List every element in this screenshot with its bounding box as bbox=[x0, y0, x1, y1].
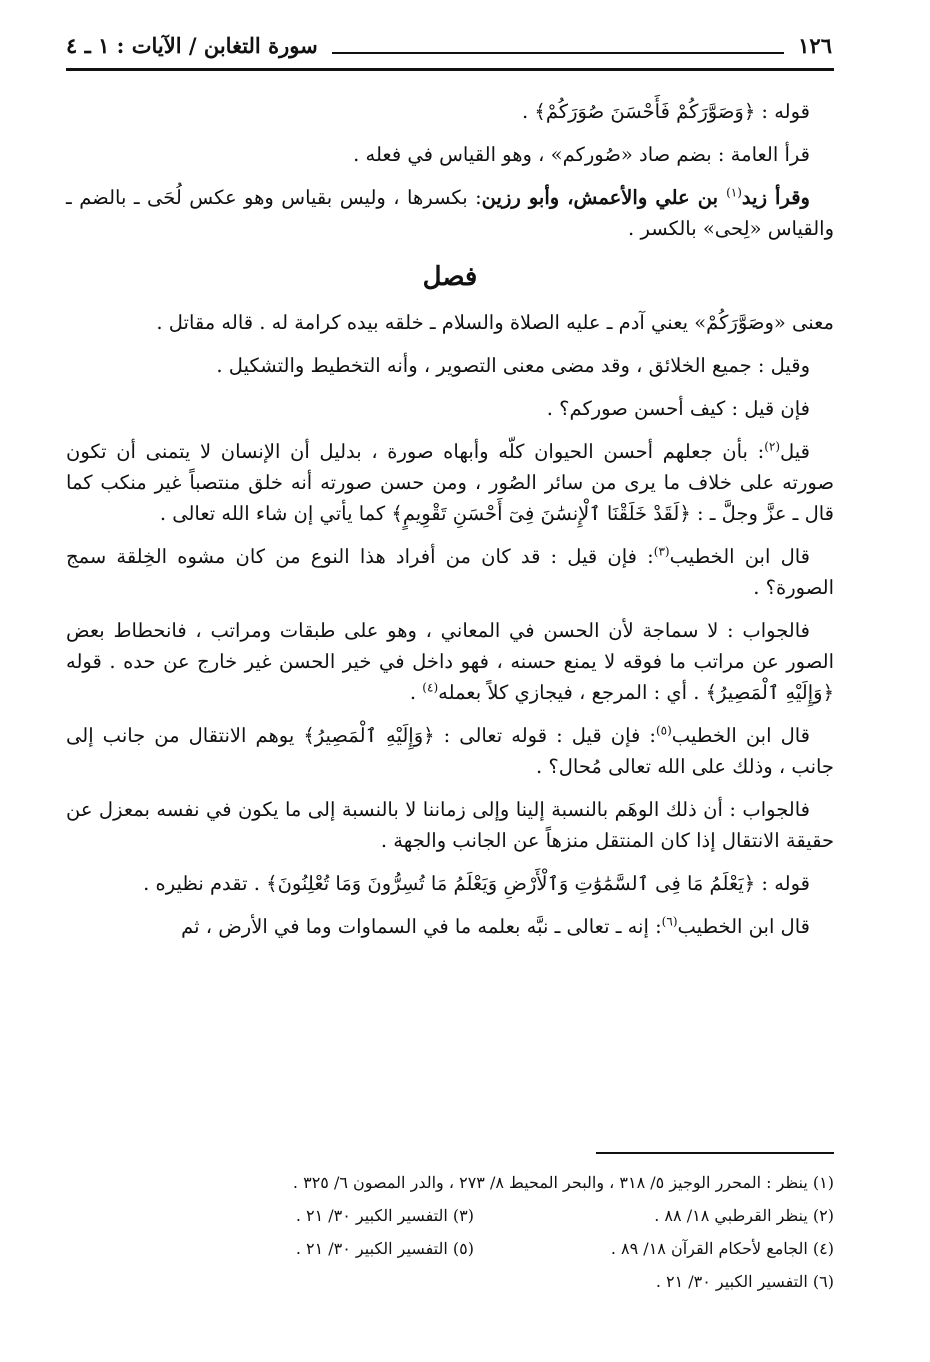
paragraph-3-rest: : بكسرها ، وليس بقياس وهو عكس لُحَى ـ بالضم ـ والقياس «لِحى» بالكسر . bbox=[66, 186, 834, 240]
footnote-4: (٤) الجامع لأحكام القرآن ١٨/ ٨٩ . bbox=[610, 1239, 834, 1258]
paragraph-9-a: فالجواب : لا سماجة لأن الحسن في المعاني ، وهو على طبقات ومراتب ، فانحطاط بعض الصور عن مراتب ما فوقه لا يمنع حسنه ، فهو داخل في خير الحسن غير خارج عن حده . قوله ﴿وَإِلَيْهِ ٱلْمَصِيرُ﴾ . أي : المرجع ، فيجازي كلاً بعمله bbox=[66, 619, 834, 704]
paragraph-13 bbox=[66, 911, 834, 942]
paragraph-8-b: : فإن قيل : قد كان من أفراد هذا النوع من كان مشوه الخِلقة سمج الصورة؟ . bbox=[66, 545, 834, 599]
footnote-ref-6: (٦) bbox=[661, 914, 678, 929]
paragraph-7 bbox=[66, 436, 834, 529]
footnote-ref-4: (٤) bbox=[422, 680, 439, 695]
paragraph-6: فإن قيل : كيف أحسن صوركم؟ . bbox=[546, 397, 810, 420]
paragraph-3-bold-2: بن علي والأعمش، وأبو رزين bbox=[481, 186, 727, 209]
section-heading: فصل bbox=[422, 262, 478, 292]
page-header bbox=[66, 28, 832, 62]
footnote-ref-3: (٣) bbox=[653, 544, 670, 559]
paragraph-13-b: : إنه ـ تعالى ـ نبَّه بعلمه ما في السماوات وما في الأرض ، ثم bbox=[181, 915, 662, 938]
paragraph-12: قوله : ﴿يَعْلَمُ مَا فِى ٱلسَّمَٰوَٰتِ وَٱلْأَرْضِ وَيَعْلَمُ مَا تُسِرُّونَ وَمَا تُعْلِنُونَ﴾ . تقدم نظيره . bbox=[143, 872, 810, 895]
paragraph-8-a: قال ابن الخطيب bbox=[669, 545, 810, 568]
paragraph-1: قوله : ﴿وَصَوَّرَكُمْ فَأَحْسَنَ صُوَرَكُمْ﴾ . bbox=[522, 100, 810, 123]
footnote-ref-1: (١) bbox=[726, 185, 742, 200]
paragraph-4: معنى «وصَوَّرَكُمْ» يعني آدم ـ عليه الصلاة والسلام ـ خلقه بيده كرامة له . قاله مقاتل . bbox=[156, 311, 834, 334]
footnote-row-2 bbox=[66, 1199, 834, 1232]
footnote-ref-2: (٢) bbox=[764, 439, 781, 454]
surah-title: سورة التغابن / الآيات : ١ ـ ٤ bbox=[66, 32, 318, 58]
paragraph-13-a: قال ابن الخطيب bbox=[677, 915, 810, 938]
page-number: ١٢٦ bbox=[798, 32, 832, 58]
paragraph-7-b: : بأن جعلهم أحسن الحيوان كلّه وأبهاه صورة ، بدليل أن الإنسان لا يتمنى أن تكون صورته على خلاف ما يرى من سائر الصُور ، ومن حسن صورته أنه خلق منتصباً غير منكب كما قال ـ عزَّ وجلَّ ـ : ﴿لَقَدْ خَلَقْنَا ٱلْإِنسَٰنَ فِىٓ أَحْسَنِ تَقْوِيمٍ﴾ كما يأتي إن شاء الله تعالى . bbox=[66, 440, 834, 525]
paragraph-10 bbox=[66, 720, 834, 782]
paragraph-9-b: . bbox=[409, 681, 423, 704]
paragraph-3-bold: وقرأ زيد bbox=[741, 186, 810, 209]
footnote-1: (١) ينظر : المحرر الوجيز ٥/ ٣١٨ ، والبحر المحيط ٨/ ٢٧٣ ، والدر المصون ٦/ ٣٢٥ . bbox=[292, 1173, 834, 1192]
paragraph-3 bbox=[66, 182, 834, 244]
footnote-3: (٣) التفسير الكبير ٣٠/ ٢١ . bbox=[295, 1206, 474, 1225]
footnote-ref-5: (٥) bbox=[655, 723, 672, 738]
paragraph-2: قرأ العامة : بضم صاد «صُوركم» ، وهو القياس في فعله . bbox=[353, 143, 810, 166]
header-divider bbox=[66, 68, 834, 71]
footnote-6: (٦) التفسير الكبير ٣٠/ ٢١ . bbox=[655, 1272, 834, 1291]
footnote-separator bbox=[596, 1152, 834, 1154]
footnotes bbox=[66, 1166, 834, 1298]
paragraph-11: فالجواب : أن ذلك الوهَم بالنسبة إلينا وإلى زماننا لا بالنسبة إلى ما يكون في نفسه بمعزل عن حقيقة الانتقال إذا كان المنتقل منزهاً عن الجانب والجهة . bbox=[66, 798, 834, 852]
paragraph-10-a: قال ابن الخطيب bbox=[671, 724, 811, 747]
page-body bbox=[66, 96, 834, 954]
paragraph-9 bbox=[66, 615, 834, 708]
header-rule bbox=[332, 52, 784, 54]
paragraph-5: وقيل : جميع الخلائق ، وقد مضى معنى التصوير ، وأنه التخطيط والتشكيل . bbox=[216, 354, 810, 377]
footnote-row-3 bbox=[66, 1232, 834, 1265]
paragraph-8 bbox=[66, 541, 834, 603]
footnote-2: (٢) ينظر القرطبي ١٨/ ٨٨ . bbox=[654, 1206, 834, 1225]
footnote-5: (٥) التفسير الكبير ٣٠/ ٢١ . bbox=[295, 1239, 474, 1258]
paragraph-10-b: : فإن قيل : قوله تعالى : ﴿وَإِلَيْهِ ٱلْمَصِيرُ﴾ يوهم الانتقال من جانب إلى جانب ، وذلك على الله تعالى مُحال؟ . bbox=[66, 724, 834, 778]
paragraph-7-a: قيل bbox=[780, 440, 810, 463]
